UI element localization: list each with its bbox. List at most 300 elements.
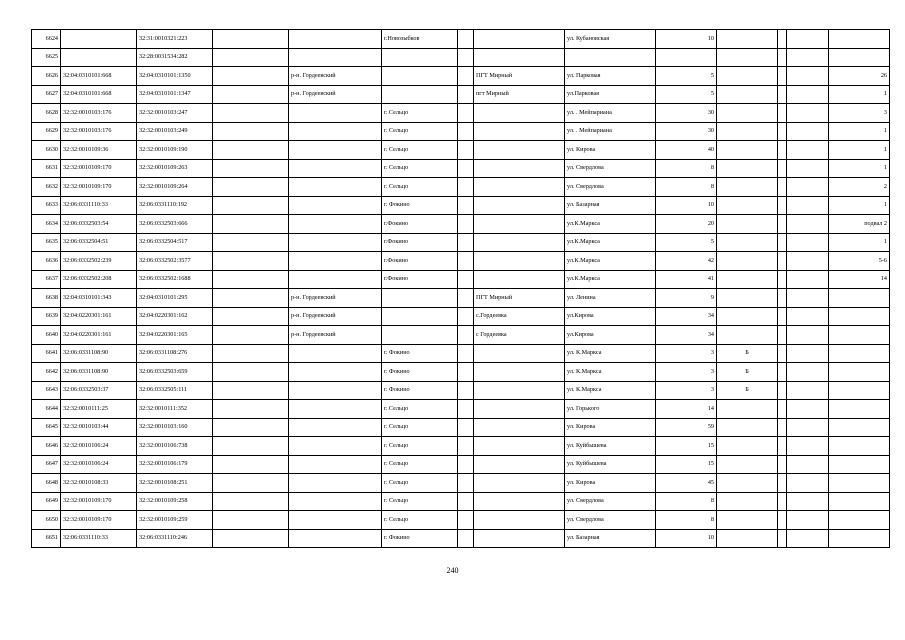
row-number-cell: 6634 [32,215,61,234]
table-row [32,141,890,160]
cell-empty-b-cell [458,418,474,437]
cell-empty-c-cell [778,326,787,345]
row-number-cell: 6628 [32,104,61,123]
district-cell [289,455,382,474]
building-letter-cell [717,418,778,437]
cell-empty-b-cell [458,215,474,234]
cell-empty-c-cell [778,159,787,178]
district-cell [289,104,382,123]
cell-empty-d-cell [787,307,829,326]
building-letter-cell [717,252,778,271]
city-cell: г. Фокино [382,529,458,548]
cell-empty-d-cell [787,85,829,104]
apartment-cell [829,381,890,400]
district-cell: р-н. Гордеевский [289,326,382,345]
cell-empty-d-cell [787,233,829,252]
old-cadastral-number-cell: 32:04:0310101:668 [61,85,137,104]
cell-empty-d-cell [787,511,829,530]
registry-table [31,29,890,548]
settlement-cell [474,233,565,252]
apartment-cell: 1 [829,122,890,141]
cell-empty-b-cell [458,455,474,474]
district-cell [289,418,382,437]
city-cell: г. Сельцо [382,474,458,493]
cell-empty-a-cell [213,215,289,234]
table-row [32,455,890,474]
apartment-cell: 3 [829,104,890,123]
row-number-cell: 6629 [32,122,61,141]
building-letter-cell [717,400,778,419]
apartment-cell: подвал 2 [829,215,890,234]
apartment-cell [829,474,890,493]
row-number-cell: 6633 [32,196,61,215]
cell-empty-d-cell [787,30,829,49]
settlement-cell [474,344,565,363]
cell-empty-d-cell [787,529,829,548]
cell-empty-b-cell [458,437,474,456]
district-cell [289,178,382,197]
table-row [32,178,890,197]
old-cadastral-number-cell: 32:32:0010109:170 [61,492,137,511]
table-row [32,511,890,530]
cadastral-number-cell: 32:32:0010109:264 [137,178,213,197]
cadastral-number-cell: 32:06:0331108:276 [137,344,213,363]
table-row [32,30,890,49]
building-letter-cell [717,326,778,345]
cell-empty-c-cell [778,474,787,493]
street-cell: ул. Кирова [565,474,656,493]
cadastral-number-cell: 32:32:0010109:263 [137,159,213,178]
cell-empty-b-cell [458,196,474,215]
cell-empty-d-cell [787,492,829,511]
house-number-cell: 8 [656,511,717,530]
street-cell: ул. Куйбышева [565,437,656,456]
cell-empty-a-cell [213,85,289,104]
cell-empty-a-cell [213,159,289,178]
settlement-cell: с Гордеевка [474,326,565,345]
page-number: 240 [446,566,459,575]
street-cell: ул. . Мейпариана [565,104,656,123]
cadastral-number-cell: 32:04:0310101:295 [137,289,213,308]
cell-empty-a-cell [213,307,289,326]
old-cadastral-number-cell: 32:06:0332502:239 [61,252,137,271]
cell-empty-c-cell [778,252,787,271]
cell-empty-d-cell [787,381,829,400]
cell-empty-b-cell [458,30,474,49]
city-cell [382,85,458,104]
old-cadastral-number-cell: 32:06:0331110:33 [61,196,137,215]
cell-empty-c-cell [778,529,787,548]
apartment-cell: 5-6 [829,252,890,271]
city-cell: г. Сельцо [382,122,458,141]
settlement-cell [474,511,565,530]
cell-empty-c-cell [778,363,787,382]
building-letter-cell [717,30,778,49]
house-number-cell: 15 [656,437,717,456]
cell-empty-b-cell [458,122,474,141]
district-cell [289,529,382,548]
cadastral-number-cell: 32:28:0031534:282 [137,48,213,67]
house-number-cell: 8 [656,159,717,178]
cadastral-number-cell: 32:32:0010103:160 [137,418,213,437]
table-row [32,233,890,252]
cell-empty-a-cell [213,400,289,419]
apartment-cell [829,455,890,474]
old-cadastral-number-cell: 32:04:0220301:161 [61,307,137,326]
house-number-cell: 45 [656,474,717,493]
cadastral-number-cell: 32:04:0310101:1350 [137,67,213,86]
district-cell [289,196,382,215]
cadastral-number-cell: 32:32:0010106:738 [137,437,213,456]
building-letter-cell [717,474,778,493]
city-cell: г. Сельцо [382,104,458,123]
row-number-cell: 6639 [32,307,61,326]
old-cadastral-number-cell: 32:32:0010103:176 [61,122,137,141]
table-row [32,344,890,363]
table-row [32,400,890,419]
cell-empty-b-cell [458,381,474,400]
cell-empty-d-cell [787,104,829,123]
apartment-cell: 1 [829,159,890,178]
row-number-cell: 6642 [32,363,61,382]
apartment-cell [829,492,890,511]
cadastral-number-cell: 32:32:0010103:247 [137,104,213,123]
house-number-cell: 10 [656,30,717,49]
cell-empty-c-cell [778,85,787,104]
settlement-cell [474,159,565,178]
cell-empty-d-cell [787,326,829,345]
settlement-cell: ПГТ Мирный [474,289,565,308]
city-cell: г.Фокино [382,252,458,271]
cell-empty-d-cell [787,252,829,271]
city-cell: г. Сельцо [382,437,458,456]
house-number-cell: 5 [656,233,717,252]
cell-empty-d-cell [787,474,829,493]
cell-empty-a-cell [213,67,289,86]
apartment-cell [829,307,890,326]
cell-empty-b-cell [458,178,474,197]
city-cell: г. Сельцо [382,492,458,511]
building-letter-cell [717,122,778,141]
district-cell: р-н. Гордеевский [289,307,382,326]
street-cell: ул. Парковая [565,67,656,86]
old-cadastral-number-cell: 32:32:0010109:170 [61,511,137,530]
cadastral-number-cell: 32:31:0010321:223 [137,30,213,49]
settlement-cell [474,492,565,511]
cell-empty-b-cell [458,270,474,289]
apartment-cell: 1 [829,196,890,215]
city-cell: г. Сельцо [382,159,458,178]
city-cell [382,289,458,308]
table-row [32,529,890,548]
table-row [32,85,890,104]
settlement-cell: ПГТ Мирный [474,67,565,86]
cell-empty-c-cell [778,400,787,419]
old-cadastral-number-cell: 32:04:0310101:343 [61,289,137,308]
cell-empty-b-cell [458,326,474,345]
city-cell: г. Фокино [382,363,458,382]
table-row [32,381,890,400]
settlement-cell [474,363,565,382]
row-number-cell: 6635 [32,233,61,252]
cell-empty-b-cell [458,307,474,326]
old-cadastral-number-cell: 32:32:0010103:44 [61,418,137,437]
cell-empty-d-cell [787,178,829,197]
apartment-cell: 14 [829,270,890,289]
city-cell: г. Фокино [382,381,458,400]
table-row [32,159,890,178]
house-number-cell: 3 [656,381,717,400]
old-cadastral-number-cell: 32:32:0010103:176 [61,104,137,123]
cell-empty-b-cell [458,474,474,493]
city-cell [382,67,458,86]
cell-empty-b-cell [458,141,474,160]
table-row [32,122,890,141]
cell-empty-a-cell [213,381,289,400]
district-cell [289,363,382,382]
cell-empty-d-cell [787,344,829,363]
cell-empty-d-cell [787,48,829,67]
old-cadastral-number-cell: 32:32:0010109:170 [61,178,137,197]
cell-empty-d-cell [787,122,829,141]
cell-empty-a-cell [213,270,289,289]
cell-empty-b-cell [458,400,474,419]
cadastral-number-cell: 32:32:0010106:179 [137,455,213,474]
cell-empty-a-cell [213,437,289,456]
cadastral-number-cell: 32:06:0332503:666 [137,215,213,234]
table-row [32,270,890,289]
cell-empty-a-cell [213,529,289,548]
house-number-cell: 14 [656,400,717,419]
apartment-cell: 1 [829,233,890,252]
house-number-cell: 10 [656,196,717,215]
district-cell [289,381,382,400]
cell-empty-b-cell [458,85,474,104]
house-number-cell: 3 [656,344,717,363]
city-cell: г. Сельцо [382,400,458,419]
building-letter-cell [717,141,778,160]
building-letter-cell [717,455,778,474]
city-cell: г. Сельцо [382,178,458,197]
cell-empty-d-cell [787,215,829,234]
district-cell [289,233,382,252]
settlement-cell [474,252,565,271]
house-number-cell [656,48,717,67]
table-row [32,492,890,511]
cell-empty-c-cell [778,270,787,289]
cell-empty-a-cell [213,418,289,437]
old-cadastral-number-cell: 32:06:0332503:54 [61,215,137,234]
city-cell: г. Сельцо [382,141,458,160]
row-number-cell: 6625 [32,48,61,67]
cell-empty-a-cell [213,104,289,123]
cell-empty-a-cell [213,363,289,382]
cadastral-number-cell: 32:04:0220301:162 [137,307,213,326]
house-number-cell: 5 [656,67,717,86]
street-cell: ул. Кирова [565,418,656,437]
cell-empty-a-cell [213,492,289,511]
row-number-cell: 6640 [32,326,61,345]
building-letter-cell: Б [717,344,778,363]
street-cell: ул. К.Маркса [565,363,656,382]
cell-empty-d-cell [787,196,829,215]
house-number-cell: 59 [656,418,717,437]
old-cadastral-number-cell [61,48,137,67]
settlement-cell [474,178,565,197]
old-cadastral-number-cell: 32:32:0010106:24 [61,437,137,456]
settlement-cell [474,122,565,141]
old-cadastral-number-cell [61,30,137,49]
cell-empty-c-cell [778,233,787,252]
table-row [32,363,890,382]
cell-empty-a-cell [213,289,289,308]
apartment-cell [829,437,890,456]
cadastral-number-cell: 32:32:0010109:258 [137,492,213,511]
table-row [32,307,890,326]
cell-empty-a-cell [213,196,289,215]
house-number-cell: 41 [656,270,717,289]
cell-empty-a-cell [213,252,289,271]
apartment-cell [829,344,890,363]
district-cell [289,215,382,234]
house-number-cell: 34 [656,326,717,345]
street-cell: ул. Свердлова [565,178,656,197]
table-row [32,215,890,234]
street-cell: ул.К.Маркса [565,215,656,234]
house-number-cell: 5 [656,85,717,104]
cell-empty-a-cell [213,474,289,493]
old-cadastral-number-cell: 32:32:0010111:25 [61,400,137,419]
table-row [32,196,890,215]
settlement-cell [474,30,565,49]
cadastral-number-cell: 32:06:0331110:246 [137,529,213,548]
district-cell [289,270,382,289]
cadastral-number-cell: 32:32:0010109:190 [137,141,213,160]
cell-empty-c-cell [778,344,787,363]
apartment-cell: 1 [829,85,890,104]
city-cell: г.Фокино [382,270,458,289]
apartment-cell [829,400,890,419]
house-number-cell: 10 [656,529,717,548]
street-cell: ул. Ленина [565,289,656,308]
district-cell [289,48,382,67]
cell-empty-c-cell [778,122,787,141]
cell-empty-a-cell [213,344,289,363]
old-cadastral-number-cell: 32:06:0332502:208 [61,270,137,289]
street-cell: ул. Куйбышева [565,455,656,474]
row-number-cell: 6631 [32,159,61,178]
street-cell: ул. Кирова [565,141,656,160]
district-cell: р-н. Гордеевский [289,85,382,104]
street-cell: ул.К.Маркса [565,252,656,271]
house-number-cell: 30 [656,104,717,123]
street-cell: ул.Кирова [565,307,656,326]
city-cell: г.Фокино [382,233,458,252]
house-number-cell: 40 [656,141,717,160]
cadastral-number-cell: 32:32:0010111:352 [137,400,213,419]
city-cell: г. Сельцо [382,418,458,437]
cell-empty-a-cell [213,122,289,141]
street-cell: ул. Свердлова [565,492,656,511]
cell-empty-c-cell [778,289,787,308]
street-cell: ул. Кубановская [565,30,656,49]
city-cell: г. Фокино [382,196,458,215]
building-letter-cell [717,437,778,456]
building-letter-cell [717,511,778,530]
cell-empty-c-cell [778,381,787,400]
cell-empty-c-cell [778,437,787,456]
building-letter-cell [717,104,778,123]
cell-empty-b-cell [458,104,474,123]
row-number-cell: 6643 [32,381,61,400]
cell-empty-c-cell [778,307,787,326]
cell-empty-a-cell [213,233,289,252]
cell-empty-c-cell [778,67,787,86]
table-row [32,48,890,67]
old-cadastral-number-cell: 32:04:0220301:161 [61,326,137,345]
apartment-cell [829,30,890,49]
cell-empty-c-cell [778,215,787,234]
row-number-cell: 6637 [32,270,61,289]
district-cell [289,122,382,141]
cell-empty-b-cell [458,511,474,530]
street-cell [565,48,656,67]
district-cell [289,344,382,363]
district-cell [289,252,382,271]
cell-empty-b-cell [458,289,474,308]
cell-empty-d-cell [787,363,829,382]
cell-empty-b-cell [458,529,474,548]
city-cell [382,326,458,345]
cell-empty-c-cell [778,104,787,123]
house-number-cell: 8 [656,492,717,511]
district-cell [289,511,382,530]
settlement-cell [474,455,565,474]
cell-empty-a-cell [213,178,289,197]
house-number-cell: 42 [656,252,717,271]
cell-empty-d-cell [787,270,829,289]
old-cadastral-number-cell: 32:06:0332503:37 [61,381,137,400]
apartment-cell [829,363,890,382]
old-cadastral-number-cell: 32:06:0331108:90 [61,363,137,382]
cell-empty-a-cell [213,48,289,67]
table-row [32,437,890,456]
district-cell: р-н. Гордеевский [289,67,382,86]
house-number-cell: 3 [656,363,717,382]
cell-empty-d-cell [787,289,829,308]
settlement-cell [474,418,565,437]
street-cell: ул. Свердлова [565,511,656,530]
apartment-cell: 2 [829,178,890,197]
row-number-cell: 6641 [32,344,61,363]
old-cadastral-number-cell: 32:32:0010108:33 [61,474,137,493]
row-number-cell: 6636 [32,252,61,271]
cell-empty-d-cell [787,400,829,419]
street-cell: ул. К.Маркса [565,344,656,363]
cell-empty-c-cell [778,141,787,160]
cell-empty-d-cell [787,418,829,437]
cell-empty-c-cell [778,492,787,511]
street-cell: ул.Кирова [565,326,656,345]
building-letter-cell [717,178,778,197]
district-cell [289,30,382,49]
cadastral-number-cell: 32:06:0331110:192 [137,196,213,215]
city-cell: г. Сельцо [382,455,458,474]
district-cell [289,400,382,419]
row-number-cell: 6632 [32,178,61,197]
building-letter-cell [717,67,778,86]
cell-empty-d-cell [787,67,829,86]
